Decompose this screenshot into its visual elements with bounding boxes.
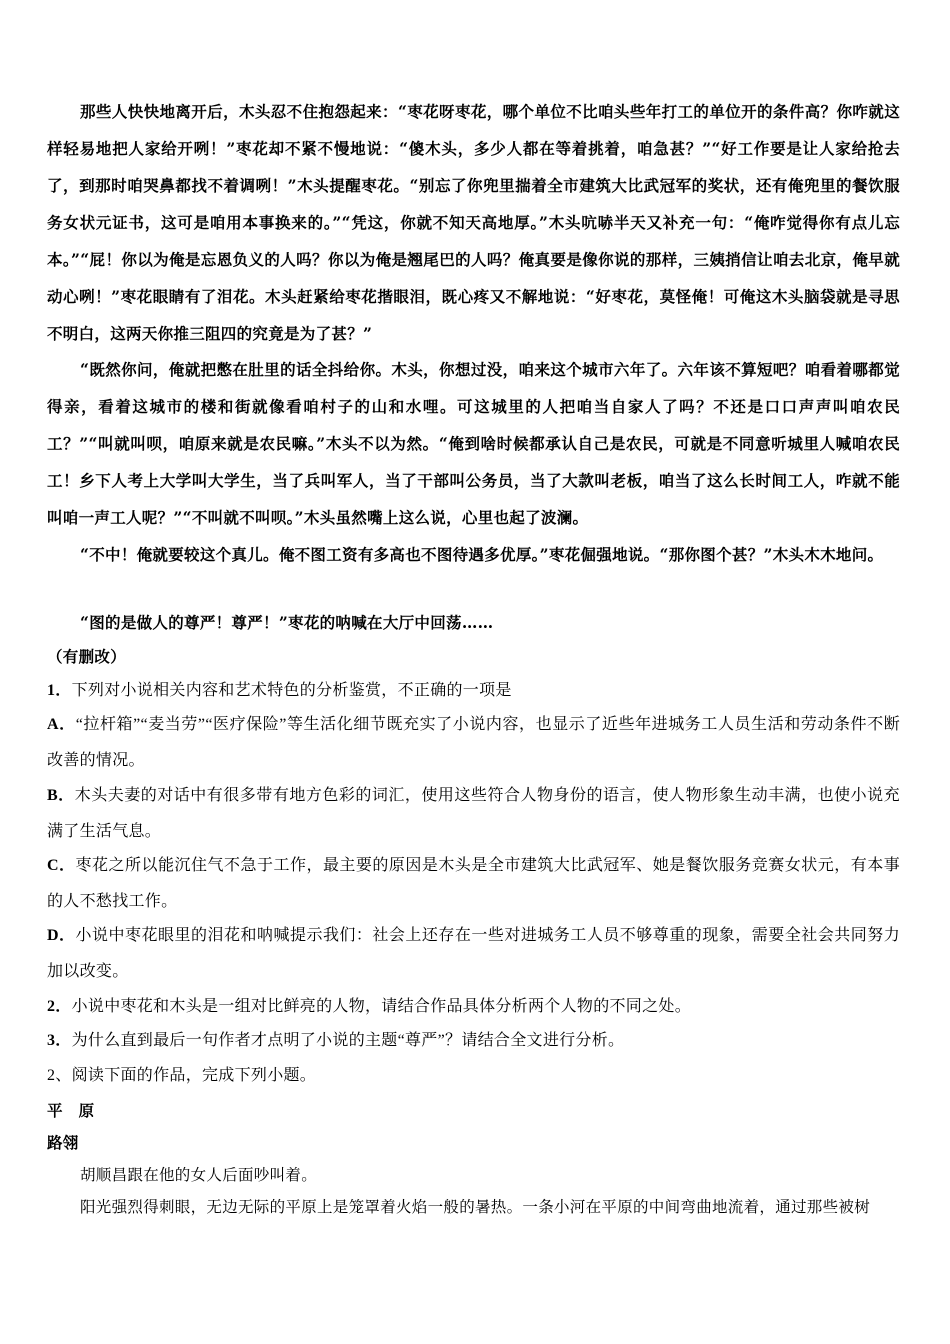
story-paragraph-1: 那些人快快地离开后，木头忍不住抱怨起来：“枣花呀枣花，哪个单位不比咱头些年打工的单位开的条件高？你咋就这样轻易地把人家给开咧！”枣花却不紧不慢地说：“傻木头，多少人都在等着挑着，咱急甚？”“好工作要是让人家给抢去了，到那时咱哭鼻都找不着调咧！”木头提醒枣花。“别忘了你兜里揣着全市建筑大比武冠军的奖状，还有俺兜里的餐饮服务女状元证书，这可是咱用本事换来的。”“凭这，你就不知天高地厚。”木头吭哧半天又补充一句：“俺咋觉得你有点儿忘本。”“屁！你以为俺是忘恩负义的人吗？你以为俺是翘尾巴的人吗？俺真要是像你说的那样，三姨捎信让咱去北京，俺早就动心咧！”枣花眼睛有了泪花。木头赶紧给枣花揩眼泪，既心疼又不解地说：“好枣花，莫怪俺！可俺这木头脑袋就是寻思不明白，这两天你推三阻四的究竟是为了甚？” bbox=[47, 102, 900, 343]
option-label: C． bbox=[47, 857, 76, 874]
question-1 bbox=[47, 673, 900, 709]
option-a bbox=[47, 707, 900, 779]
question-number: 2． bbox=[47, 998, 72, 1015]
option-text: 枣花之所以能沉住气不急于工作，最主要的原因是木头是全市建筑大比武冠军、她是餐饮服务竞赛女状元，有本事的人不愁找工作。 bbox=[47, 857, 900, 910]
story-paragraph-4: “图的是做人的尊严！尊严！”枣花的呐喊在大厅中回荡…… bbox=[80, 613, 494, 632]
option-label: B． bbox=[47, 787, 75, 804]
work-author: 路翎 bbox=[47, 1133, 79, 1152]
source-note: （有删改） bbox=[47, 647, 127, 666]
question-2 bbox=[47, 989, 900, 1025]
story-paragraph-2: “既然你问，俺就把憋在肚里的话全抖给你。木头，你想过没，咱来这个城市六年了。六年该不算短吧？咱看着哪都觉得亲，看着这城市的楼和街就像看咱村子的山和水哩。可这城里的人把咱当自家人了吗？不还是口口声声叫咱农民工？”“叫就叫呗，咱原来就是农民嘛。”木头不以为然。“俺到啥时候都承认自己是农民，可就是不同意听城里人喊咱农民工！乡下人考上大学叫大学生，当了兵叫军人，当了干部叫公务员，当了大款叫老板，咱当了这么长时间工人，咋就不能叫咱一声工人呢？”“不叫就不叫呗。”木头虽然嘴上这么说，心里也起了波澜。 bbox=[47, 360, 900, 527]
story-paragraph-3: “不中！俺就要较这个真儿。俺不图工资有多高也不图待遇多优厚。”枣花倔强地说。“那你图个甚？”木头木木地问。 bbox=[80, 545, 884, 564]
question-text: 小说中枣花和木头是一组对比鲜亮的人物，请结合作品具体分析两个人物的不同之处。 bbox=[71, 998, 692, 1015]
question-text: 为什么直到最后一句作者才点明了小说的主题“尊严”？请结合全文进行分析。 bbox=[71, 1032, 625, 1049]
work-paragraph-2: 阳光强烈得刺眼，无边无际的平原上是笼罩着火焰一般的暑热。一条小河在平原的中间弯曲地流着，通过那些被树 bbox=[80, 1198, 871, 1216]
option-label: D． bbox=[47, 927, 76, 944]
option-text: 小说中枣花眼里的泪花和呐喊提示我们：社会上还存在一些对进城务工人员不够尊重的现象，需要全社会共同努力加以改变。 bbox=[47, 927, 900, 980]
question-number: 1． bbox=[47, 682, 72, 699]
option-text: “拉杆箱”“麦当劳”“医疗保险”等生活化细节既充实了小说内容，也显示了近些年进城务工人员生活和劳动条件不断改善的情况。 bbox=[47, 716, 901, 769]
section-2-intro: 2、阅读下面的作品，完成下列小题。 bbox=[47, 1067, 317, 1084]
option-d bbox=[47, 918, 900, 990]
question-stem: 下列对小说相关内容和艺术特色的分析鉴赏，不正确的一项是 bbox=[71, 682, 512, 699]
option-text: 木头夫妻的对话中有很多带有地方色彩的词汇，使用这些符合人物身份的语言，使人物形象生动丰满，也使小说充满了生活气息。 bbox=[47, 787, 900, 840]
question-number: 3． bbox=[47, 1032, 72, 1049]
work-title: 平 原 bbox=[47, 1101, 95, 1120]
question-3 bbox=[47, 1023, 900, 1059]
option-label: A． bbox=[47, 716, 76, 733]
work-paragraph-1: 胡顺昌跟在他的女人后面吵叫着。 bbox=[80, 1166, 318, 1184]
option-b bbox=[47, 778, 900, 850]
option-c bbox=[47, 848, 900, 920]
